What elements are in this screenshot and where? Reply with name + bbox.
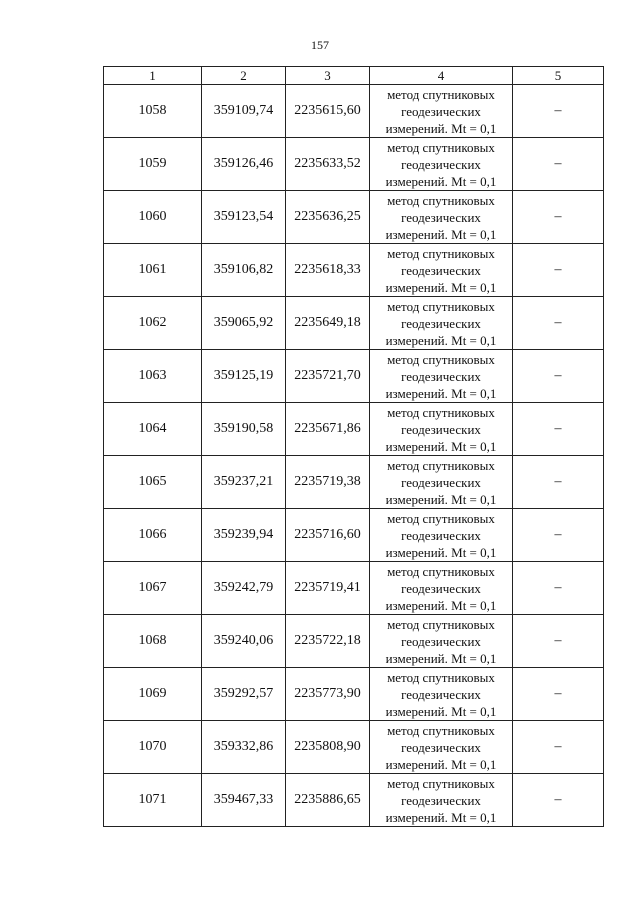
note-cell: – [513, 85, 604, 138]
method-line: геодезических [401, 474, 481, 490]
x-coordinate-cell: 359467,33 [202, 774, 286, 827]
method-cell [370, 721, 513, 774]
x-coordinate-cell: 359292,57 [202, 668, 286, 721]
y-coordinate-cell: 2235721,70 [286, 350, 370, 403]
note-cell: – [513, 138, 604, 191]
note-cell: – [513, 562, 604, 615]
method-line: геодезических [401, 103, 481, 119]
x-coordinate-cell: 359109,74 [202, 85, 286, 138]
note-cell: – [513, 509, 604, 562]
method-line: геодезических [401, 262, 481, 278]
method-line: метод спутниковых [387, 298, 495, 314]
y-coordinate-cell: 2235671,86 [286, 403, 370, 456]
point-number-cell: 1065 [104, 456, 202, 509]
y-coordinate-cell: 2235886,65 [286, 774, 370, 827]
point-number-cell: 1070 [104, 721, 202, 774]
method-line: геодезических [401, 580, 481, 596]
method-cell [370, 615, 513, 668]
table-row [104, 615, 604, 668]
method-line: геодезических [401, 315, 481, 331]
method-line: метод спутниковых [387, 775, 495, 791]
table-row [104, 85, 604, 138]
table-header-row [104, 67, 604, 85]
method-line: измерений. Mt = 0,1 [385, 438, 497, 454]
method-line: метод спутниковых [387, 616, 495, 632]
method-cell [370, 668, 513, 721]
method-line: измерений. Mt = 0,1 [385, 809, 497, 825]
method-line: измерений. Mt = 0,1 [385, 226, 497, 242]
method-line: метод спутниковых [387, 351, 495, 367]
point-number-cell: 1064 [104, 403, 202, 456]
method-line: метод спутниковых [387, 245, 495, 261]
method-cell [370, 774, 513, 827]
y-coordinate-cell: 2235719,41 [286, 562, 370, 615]
method-cell [370, 350, 513, 403]
method-cell [370, 562, 513, 615]
x-coordinate-cell: 359106,82 [202, 244, 286, 297]
point-number-cell: 1063 [104, 350, 202, 403]
method-line: геодезических [401, 739, 481, 755]
method-line: измерений. Mt = 0,1 [385, 173, 497, 189]
method-line: метод спутниковых [387, 192, 495, 208]
point-number-cell: 1058 [104, 85, 202, 138]
table-row [104, 721, 604, 774]
x-coordinate-cell: 359237,21 [202, 456, 286, 509]
x-coordinate-cell: 359123,54 [202, 191, 286, 244]
x-coordinate-cell: 359190,58 [202, 403, 286, 456]
method-cell [370, 403, 513, 456]
method-line: измерений. Mt = 0,1 [385, 491, 497, 507]
method-line: метод спутниковых [387, 86, 495, 102]
x-coordinate-cell: 359065,92 [202, 297, 286, 350]
note-cell: – [513, 456, 604, 509]
note-cell: – [513, 615, 604, 668]
method-cell [370, 138, 513, 191]
table-row [104, 562, 604, 615]
method-line: метод спутниковых [387, 457, 495, 473]
method-line: геодезических [401, 633, 481, 649]
method-line: метод спутниковых [387, 510, 495, 526]
note-cell: – [513, 721, 604, 774]
coordinates-table [103, 66, 604, 827]
page-number: 157 [311, 38, 329, 52]
note-cell: – [513, 350, 604, 403]
table-row [104, 191, 604, 244]
method-line: измерений. Mt = 0,1 [385, 650, 497, 666]
method-line: измерений. Mt = 0,1 [385, 120, 497, 136]
x-coordinate-cell: 359240,06 [202, 615, 286, 668]
header-cell-4: 4 [370, 67, 513, 85]
table-row [104, 668, 604, 721]
point-number-cell: 1061 [104, 244, 202, 297]
header-cell-5: 5 [513, 67, 604, 85]
y-coordinate-cell: 2235615,60 [286, 85, 370, 138]
y-coordinate-cell: 2235773,90 [286, 668, 370, 721]
method-line: геодезических [401, 209, 481, 225]
point-number-cell: 1067 [104, 562, 202, 615]
y-coordinate-cell: 2235722,18 [286, 615, 370, 668]
note-cell: – [513, 191, 604, 244]
table-row [104, 297, 604, 350]
method-line: измерений. Mt = 0,1 [385, 597, 497, 613]
table-row [104, 350, 604, 403]
method-cell [370, 191, 513, 244]
method-line: измерений. Mt = 0,1 [385, 279, 497, 295]
method-line: метод спутниковых [387, 563, 495, 579]
y-coordinate-cell: 2235716,60 [286, 509, 370, 562]
method-cell [370, 244, 513, 297]
method-line: измерений. Mt = 0,1 [385, 756, 497, 772]
table-row [104, 456, 604, 509]
table-row [104, 244, 604, 297]
y-coordinate-cell: 2235649,18 [286, 297, 370, 350]
note-cell: – [513, 774, 604, 827]
header-cell-2: 2 [202, 67, 286, 85]
header-cell-3: 3 [286, 67, 370, 85]
note-cell: – [513, 403, 604, 456]
method-line: метод спутниковых [387, 404, 495, 420]
table-row [104, 403, 604, 456]
point-number-cell: 1066 [104, 509, 202, 562]
method-line: метод спутниковых [387, 722, 495, 738]
note-cell: – [513, 244, 604, 297]
x-coordinate-cell: 359332,86 [202, 721, 286, 774]
point-number-cell: 1071 [104, 774, 202, 827]
y-coordinate-cell: 2235719,38 [286, 456, 370, 509]
x-coordinate-cell: 359126,46 [202, 138, 286, 191]
method-line: геодезических [401, 421, 481, 437]
x-coordinate-cell: 359125,19 [202, 350, 286, 403]
method-line: измерений. Mt = 0,1 [385, 385, 497, 401]
method-cell [370, 297, 513, 350]
method-cell [370, 509, 513, 562]
method-line: метод спутниковых [387, 669, 495, 685]
point-number-cell: 1062 [104, 297, 202, 350]
method-line: геодезических [401, 792, 481, 808]
point-number-cell: 1060 [104, 191, 202, 244]
point-number-cell: 1059 [104, 138, 202, 191]
y-coordinate-cell: 2235636,25 [286, 191, 370, 244]
method-line: геодезических [401, 156, 481, 172]
y-coordinate-cell: 2235808,90 [286, 721, 370, 774]
method-line: измерений. Mt = 0,1 [385, 332, 497, 348]
y-coordinate-cell: 2235618,33 [286, 244, 370, 297]
x-coordinate-cell: 359242,79 [202, 562, 286, 615]
method-line: геодезических [401, 527, 481, 543]
header-cell-1: 1 [104, 67, 202, 85]
x-coordinate-cell: 359239,94 [202, 509, 286, 562]
note-cell: – [513, 668, 604, 721]
table-row [104, 138, 604, 191]
method-line: измерений. Mt = 0,1 [385, 544, 497, 560]
method-line: измерений. Mt = 0,1 [385, 703, 497, 719]
method-line: геодезических [401, 686, 481, 702]
method-cell [370, 456, 513, 509]
method-line: метод спутниковых [387, 139, 495, 155]
table-row [104, 774, 604, 827]
method-cell [370, 85, 513, 138]
method-line: геодезических [401, 368, 481, 384]
point-number-cell: 1069 [104, 668, 202, 721]
table-row [104, 509, 604, 562]
y-coordinate-cell: 2235633,52 [286, 138, 370, 191]
point-number-cell: 1068 [104, 615, 202, 668]
note-cell: – [513, 297, 604, 350]
